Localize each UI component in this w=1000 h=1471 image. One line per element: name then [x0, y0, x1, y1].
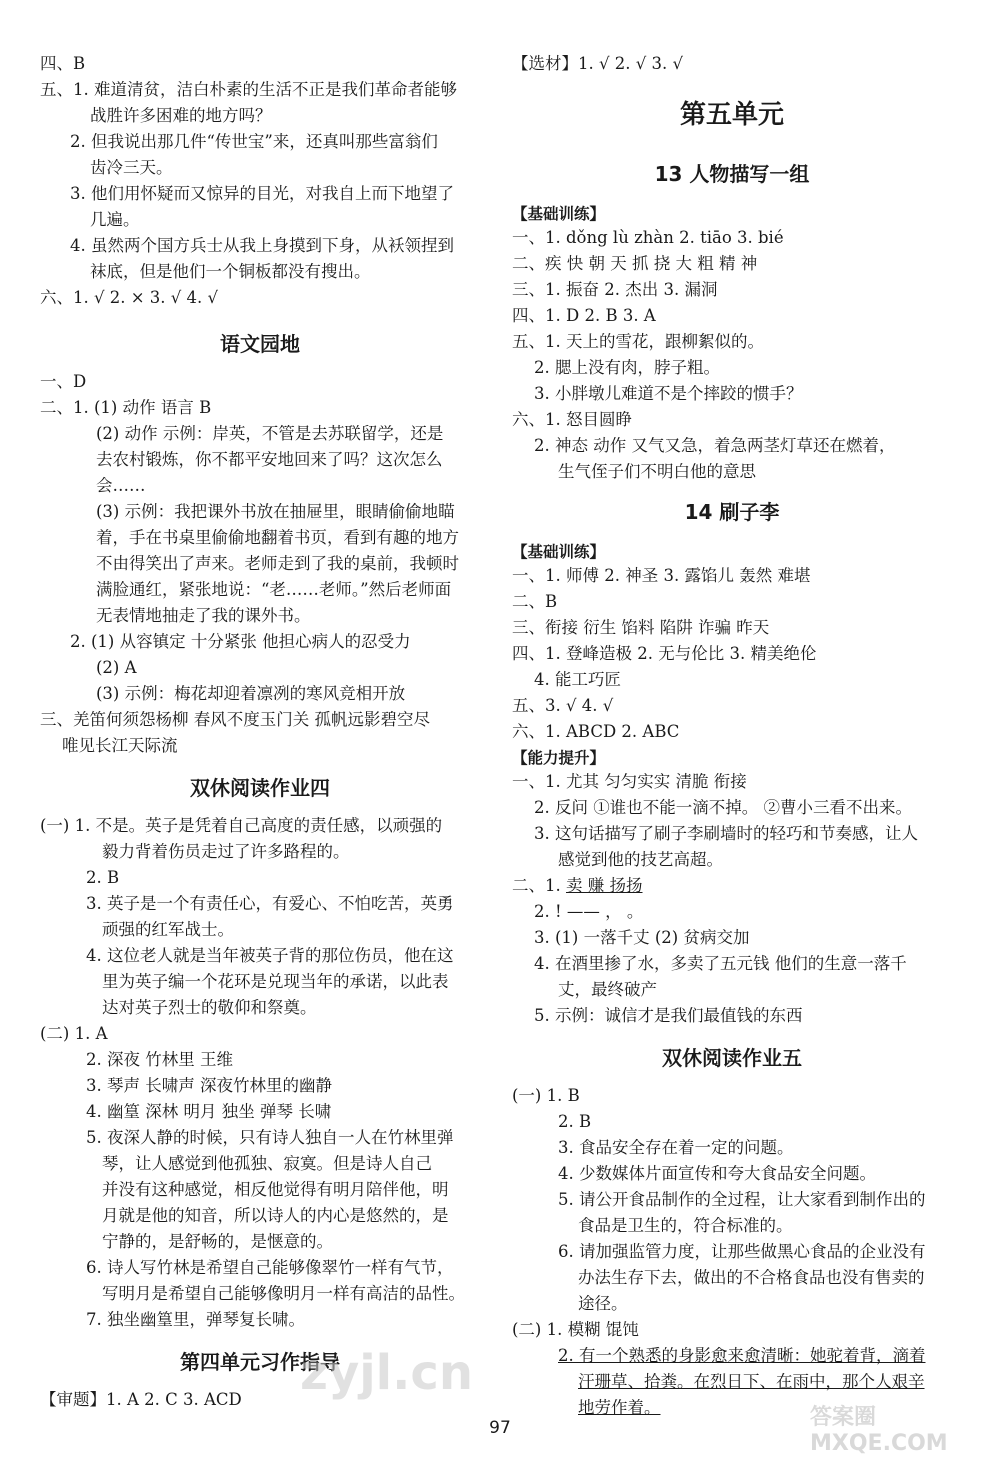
- answer-line: 3. 小胖墩儿难道不是个摔跤的惯手？: [534, 384, 803, 403]
- answer-line: 3. 英子是一个有责任心，有爱心、不怕吃苦，英勇: [86, 894, 454, 913]
- subsection-tag: 【基础训练】: [512, 205, 606, 223]
- answer-line: 唯见长江天际流: [62, 736, 178, 755]
- answer-line: 六、1. √ 2. × 3. √ 4. √: [40, 288, 219, 307]
- answer-line: (二) 1. A: [40, 1024, 108, 1043]
- answer-line: (二) 1. 模糊 馄饨: [512, 1320, 639, 1339]
- answer-line: 2. 反问 ①谁也不能一滴不掉。 ②曹小三看不出来。: [534, 798, 912, 817]
- answer-line: 二、疾 快 朝 天 抓 挠 大 粗 精 神: [512, 254, 758, 273]
- answer-line: 四、1. D 2. B 3. A: [512, 306, 656, 325]
- answer-line: (2) 动作 示例：岸英，不管是去苏联留学，还是: [96, 424, 444, 443]
- answer-line: 2. 深夜 竹林里 王维: [86, 1050, 233, 1069]
- subsection-tag: 【能力提升】: [512, 749, 606, 767]
- answer-line: 三、1. 振奋 2. 杰出 3. 漏洞: [512, 280, 718, 299]
- unit-title: 第五单元: [679, 100, 784, 130]
- answer-line: 写明月是希望自己能够像明月一样有高洁的品性。: [102, 1284, 465, 1303]
- answer-line: 4. 在酒里掺了水，多卖了五元钱 他们的生意一落千: [534, 954, 907, 973]
- answer-line: 生气侄子们不明白他的意思: [558, 462, 756, 481]
- lesson-title: 13 人物描写一组: [654, 162, 810, 186]
- answer-line: (3) 示例：梅花却迎着凛冽的寒风竞相开放: [96, 684, 406, 703]
- answer-line: (2) A: [96, 658, 137, 677]
- answer-line: 办法生存下去，做出的不合格食品也没有售卖的: [578, 1268, 925, 1287]
- answer-line: 战胜许多困难的地方吗？: [90, 106, 272, 125]
- answer-line: 6. 诗人写竹林是希望自己能够像翠竹一样有气节，: [86, 1258, 454, 1277]
- answer-line: 四、B: [40, 54, 86, 73]
- answer-line: 2. (1) 从容镇定 十分紧张 他担心病人的忍受力: [70, 632, 411, 651]
- answer-line: (一) 1. B: [512, 1086, 580, 1105]
- answer-line: 琴，让人感觉到他孤独、寂寞。但是诗人自己: [102, 1154, 432, 1173]
- answer-line: 毅力背着伤员走过了许多路程的。: [102, 842, 350, 861]
- watermark-left: zyjl.cn: [300, 1345, 473, 1401]
- answer-line: 【选材】1. √ 2. √ 3. √: [512, 54, 683, 73]
- answer-line: 五、3. √ 4. √: [512, 696, 614, 715]
- answer-line: 3. 琴声 长啸声 深夜竹林里的幽静: [86, 1076, 332, 1095]
- answer-line: 月就是他的知音，所以诗人的内心是悠然的，是: [102, 1206, 449, 1225]
- answer-line: 会……: [96, 476, 146, 495]
- answer-line: 4. 这位老人就是当年被英子背的那位伤员，他在这: [86, 946, 454, 965]
- page-number: 97: [489, 1418, 511, 1438]
- answer-line: 2. B: [86, 868, 120, 887]
- answer-line: 并没有这种感觉，相反他觉得有明月陪伴他，明: [102, 1180, 449, 1199]
- underlined-answer: 卖 赚 扬扬: [566, 876, 643, 895]
- answer-line: 4. 幽篁 深林 明月 独坐 弹琴 长啸: [86, 1102, 332, 1121]
- answer-line: 三、衔接 衍生 馅料 陷阱 诈骗 昨天: [512, 618, 770, 637]
- answer-line: 地劳作着。: [578, 1398, 661, 1417]
- answer-line: 6. 请加强监管力度，让那些做黑心食品的企业没有: [558, 1242, 926, 1261]
- answer-line: 几遍。: [90, 210, 140, 229]
- answer-line: 里为英子编一个花环是兑现当年的承诺，以此表: [102, 972, 449, 991]
- answer-line: 汗珊草、拾粪。在烈日下、在雨中，那个人艰辛: [578, 1372, 925, 1391]
- answer-line: 感觉到他的技艺高超。: [558, 850, 723, 869]
- answer-line: 一、1. dǒng lù zhàn 2. tiāo 3. bié: [512, 228, 784, 247]
- section-heading: 双休阅读作业五: [662, 1046, 802, 1070]
- answer-line: 丈，最终破产: [558, 980, 657, 999]
- answer-line: 2. 但我说出那几件“传世宝”来，还真叫那些富翁们: [70, 132, 438, 151]
- answer-line: 3. 食品安全存在着一定的问题。: [558, 1138, 794, 1157]
- answer-line: [512, 874, 643, 898]
- watermark-right: 答案圈 MXQE.COM: [810, 1405, 948, 1456]
- answer-line: 去农村锻炼，你不都平安地回来了吗？这次怎么: [96, 450, 443, 469]
- answer-line: 齿冷三天。: [90, 158, 173, 177]
- answer-line: 五、1. 难道清贫，洁白朴素的生活不正是我们革命者能够: [40, 80, 457, 99]
- answer-line: 4. 少数媒体片面宣传和夸大食品安全问题。: [558, 1164, 876, 1183]
- answer-line: 2. B: [558, 1112, 592, 1131]
- answer-line: 达对英子烈士的敬仰和祭奠。: [102, 998, 317, 1017]
- answer-line: 满脸通红，紧张地说：“老……老师。”然后老师面: [96, 580, 452, 599]
- answer-line: 六、1. 怒目圆睁: [512, 410, 632, 429]
- answer-line: 一、1. 尤其 匀匀实实 清脆 衔接: [512, 772, 747, 791]
- answer-line: 4. 能工巧匠: [534, 670, 621, 689]
- answer-line: 食品是卫生的，符合标准的。: [578, 1216, 793, 1235]
- answer-line: 着，手在书桌里偷偷地翻着书页，看到有趣的地方: [96, 528, 459, 547]
- answer-line: 2. ! —— ， 。: [534, 902, 644, 921]
- answer-line: 顽强的红军战士。: [102, 920, 234, 939]
- answer-line: 2. 腮上没有肉，脖子粗。: [534, 358, 720, 377]
- answer-line: 一、D: [40, 372, 87, 391]
- answer-line: 5. 示例：诚信才是我们最值钱的东西: [534, 1006, 803, 1025]
- answer-line: 三、羌笛何须怨杨柳 春风不度玉门关 孤帆远影碧空尽: [40, 710, 430, 729]
- answer-line: 无表情地抽走了我的课外书。: [96, 606, 311, 625]
- item-number: 二、1.: [512, 876, 561, 895]
- answer-line: (3) 示例：我把课外书放在抽屉里，眼睛偷偷地瞄: [96, 502, 455, 521]
- answer-line: 五、1. 天上的雪花，跟柳絮似的。: [512, 332, 764, 351]
- answer-line: (一) 1. 不是。英子是凭着自己高度的责任感，以顽强的: [40, 816, 443, 835]
- answer-line: 5. 夜深人静的时候，只有诗人独自一人在竹林里弹: [86, 1128, 454, 1147]
- subsection-tag: 【基础训练】: [512, 543, 606, 561]
- answer-line: 途径。: [578, 1294, 628, 1313]
- answer-line: 4. 虽然两个国方兵士从我上身摸到下身，从袄领捏到: [70, 236, 454, 255]
- answer-line: 二、1. (1) 动作 语言 B: [40, 398, 212, 417]
- answer-line: 3. (1) 一落千丈 (2) 贫病交加: [534, 928, 750, 947]
- section-heading: 双休阅读作业四: [190, 776, 330, 800]
- answer-line: 四、1. 登峰造极 2. 无与伦比 3. 精美绝伦: [512, 644, 817, 663]
- section-heading: 语文园地: [220, 332, 300, 356]
- answer-line: 5. 请公开食品制作的全过程，让大家看到制作出的: [558, 1190, 926, 1209]
- lesson-title: 14 刷子李: [684, 500, 780, 524]
- answer-line: 二、B: [512, 592, 558, 611]
- answer-line: 2. 神态 动作 又气又急，着急两茎灯草还在燃着，: [534, 436, 896, 455]
- answer-line: 3. 这句话描写了刷子李刷墙时的轻巧和节奏感，让人: [534, 824, 918, 843]
- answer-line: 不由得笑出了声来。老师走到了我的桌前，我顿时: [96, 554, 459, 573]
- answer-line: 2. 有一个熟悉的身影愈来愈清晰：她驼着背，滴着: [558, 1346, 926, 1365]
- answer-line: 宁静的，是舒畅的，是惬意的。: [102, 1232, 333, 1251]
- answer-line: 【审题】1. A 2. C 3. ACD: [40, 1390, 242, 1409]
- answer-line: 六、1. ABCD 2. ABC: [512, 722, 680, 741]
- answer-line: 一、1. 师傅 2. 神圣 3. 露馅儿 轰然 难堪: [512, 566, 811, 585]
- answer-line: 3. 他们用怀疑而又惊异的目光，对我自上而下地望了: [70, 184, 454, 203]
- answer-line: 袜底，但是他们一个铜板都没有搜出。: [90, 262, 371, 281]
- answer-line: 7. 独坐幽篁里，弹琴复长啸。: [86, 1310, 305, 1329]
- section-heading: 第四单元习作指导: [180, 1350, 340, 1374]
